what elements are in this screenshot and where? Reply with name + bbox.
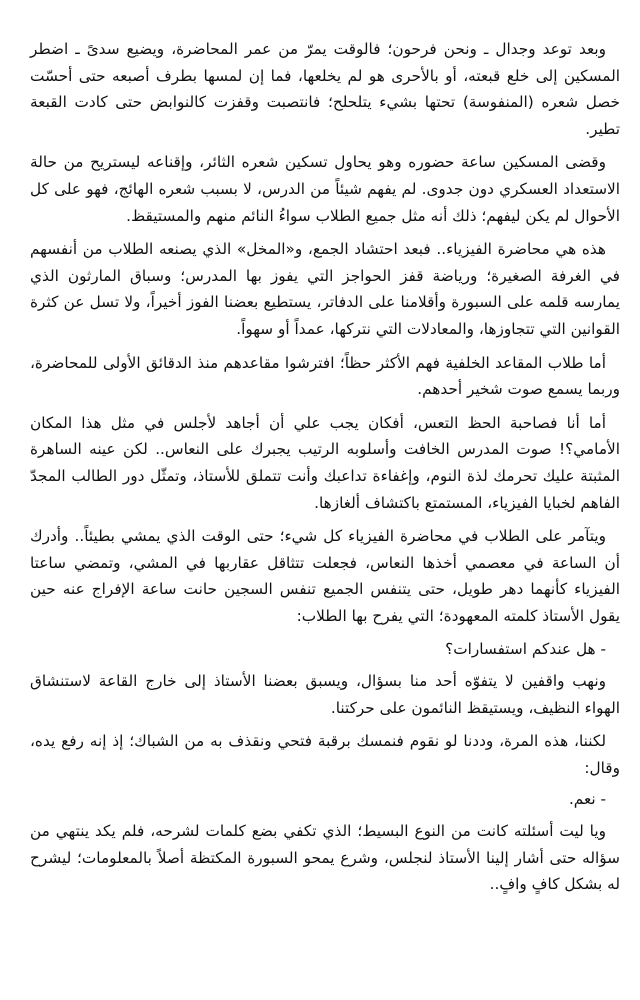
paragraph-2: وقضى المسكين ساعة حضوره وهو يحاول تسكين شعره الثائر، وإقناعه ليستريح من حالة الاستعداد العسكري دون جدوى. لم يفهم شيئاً من الدرس، لا بسبب شعره الهائج، فهو على كل الأحوال لم يكن ليفهم؛ ذلك أنه مثل جميع الطلاب سواءُ النائم منهم والمستيقظ. <box>30 153 620 225</box>
paragraph-3: هذه هي محاضرة الفيزياء.. فبعد احتشاد الجمع، و«المخل» الذي يصنعه الطلاب من أنفسهم في الغرفة الصغيرة؛ ورياضة قفز الحواجز التي يفوز بها المدرس؛ وسباق المارثون الذي يمارسه قلمه على السبورة وأقلامنا على الدفاتر، يستطيع بعضنا الفوز أخيراً، ولا تسل عن كثرة القوانين التي تتجاوزها، والمعادلات التي نتركها، عمداً أو سهواً. <box>30 240 620 338</box>
paragraph-6: ويتآمر على الطلاب في محاضرة الفيزياء كل شيء؛ حتى الوقت الذي يمشي بطيئاً.. وأدرك أن الساعة في معصمي أخذها النعاس، فجعلت تتثاقل عقاربها في المشي، وتمضي ساعتا الفيزياء كأنهما دهر طويل، حتى يتنفس الجميع تنفس السجين حانت ساعة الإفراج عنه حين يقول الأستاذ كلمته المعهودة؛ التي يفرح بها الطلاب: <box>30 527 620 625</box>
paragraph-5: أما أنا فصاحبة الحظ التعس، أفكان يجب علي أن أجاهد لأجلس في مثل هذا المكان الأمامي؟! صوت المدرس الخافت وأسلوبه الرتيب يجبرك على النعاس.. لكن عينه الساهرة المثبتة عليك تحرمك لذة النوم، وإغفاءة تداعبك وأنت تتملق للأستاذ، وتمثّل دور الطالب المجدّ الفاهم لخبايا الفيزياء، المستمتع باكتشاف ألغازها. <box>30 413 620 512</box>
paragraph-9: ويا ليت أسئلته كانت من النوع البسيط؛ الذي تكفي بضع كلمات لشرحه، فلم يكد ينتهي من سؤاله حتى أشار إلينا الأستاذ لنجلس، وشرع يمحو السبورة المكتظة أصلاً بالمعلومات؛ ليشرح له بشكل كافٍ وافٍ.. <box>30 822 620 894</box>
paragraph-1: وبعد توعد وجدال ـ ونحن فرحون؛ فالوقت يمرّ من عمر المحاضرة، ويضيع سدىً ـ اضطر المسكين إلى خلع قبعته، أو بالأحرى هو لم يخلعها، فما إن لمسها بطرف أصبعه حتى أحسّت خصل شعره (المنفوسة) تحتها بشيء يتلحلح؛ فانتصبت وقفزت كالنوابض حتى كادت القبعة تطير. <box>30 40 620 138</box>
document-page <box>30 36 620 905</box>
paragraph-7: ونهب واقفين لا يتفوّه أحد منا بسؤال، ويسبق بعضنا الأستاذ إلى خارج القاعة لاستنشاق الهواء النظيف، ويستيقظ النائمون على حركتنا. <box>30 672 620 717</box>
paragraph-4: أما طلاب المقاعد الخلفية فهم الأكثر حظاً؛ افترشوا مقاعدهم منذ الدقائق الأولى للمحاضرة، وربما يسمع صوت شخير أحدهم. <box>30 353 620 399</box>
dialogue-line-yes: - نعم. <box>568 790 606 809</box>
dialogue-line-question: - هل عندكم استفسارات؟ <box>445 640 606 659</box>
paragraph-8: لكننا، هذه المرة، وددنا لو نقوم فنمسك برقبة فتحي ونقذف به من الشباك؛ إذ إنه رفع يده، وقال: <box>30 732 620 777</box>
